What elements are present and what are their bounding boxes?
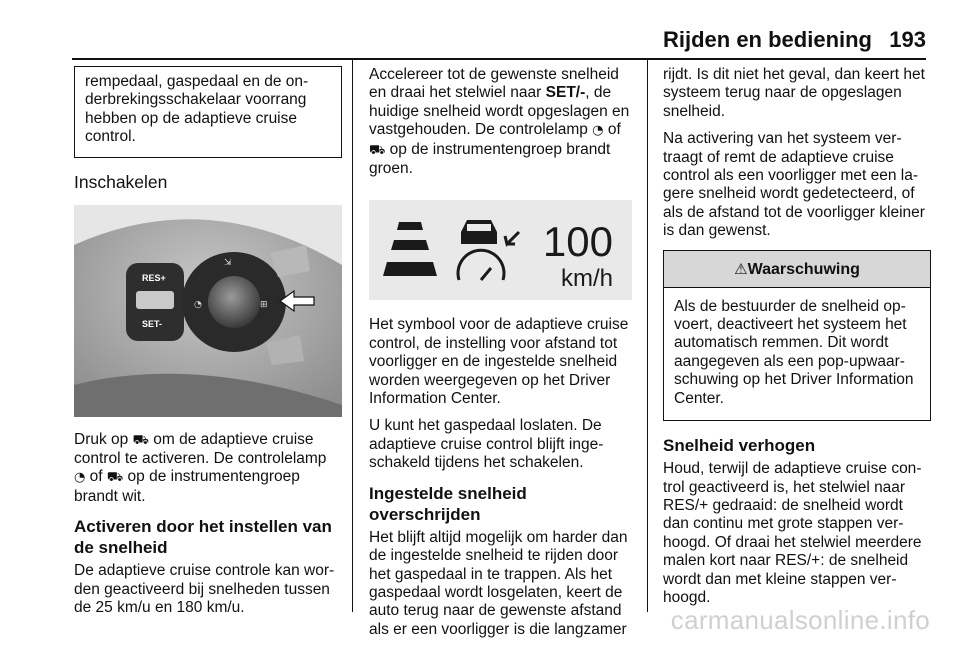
paragraph-verhogen: Houd, terwijl de adaptieve cruise control geactiveerd is, het stelwiel naar RES/+ gedraaid: de snelheid wordt dan continu met grote stappen verhoogd. Of draai het stelwiel meerdere malen kort naar RES/+: de snelheid wordt dan met kleine stappen verhoogd.: [663, 460, 922, 606]
adaptive-cruise-icon: ⛟: [132, 432, 149, 448]
page-header-title: Rijden en bediening: [662, 27, 872, 52]
text-fragment: of: [85, 468, 107, 486]
svg-text:⊞: ⊞: [260, 299, 268, 310]
heading-verhogen: Snelheid verhogen: [663, 436, 816, 456]
column-divider-2: [647, 60, 648, 612]
text-fragment: Accelereer tot de gewenste snelheid en draai het stelwiel naar: [369, 66, 619, 102]
intro-box-text: rempedaal, gaspedaal en de onderbrekingsschakelaar voorrang hebben op de adaptieve cruise control.: [85, 73, 309, 146]
paragraph-accelereer: [369, 66, 637, 178]
driver-info-display: [369, 200, 632, 300]
steering-wheel-controls-photo: [74, 205, 342, 417]
res-label: RES+: [142, 272, 166, 283]
cruise-control-icon: ◔: [74, 470, 86, 486]
text-fragment: , de huidige snelheid wordt opgeslagen en vastgehouden. De controlelamp: [369, 84, 630, 139]
paragraph-activering: Na activering van het systeem vertraagt of remt de adaptieve cruise control als een voorligger met een lagere snelheid wordt gedetecteerd, of als de afstand tot de voorligger kleiner is dan gewenst.: [663, 130, 925, 240]
paragraph-druk-op: [74, 431, 342, 507]
column-divider-1: [352, 60, 353, 612]
text-fragment: op de instrumentengroep brandt groen.: [369, 140, 611, 178]
warning-triangle-icon: ⚠: [734, 259, 748, 278]
paragraph-overschrijden: Het blijft altijd mogelijk om harder dan de ingestelde snelheid te rijden door het gaspedaal in te trappen. Als het gaspedaal wordt losgelaten, keert de auto terug naar de gewenste afstand als er een voorligger is die langzamer: [369, 528, 628, 638]
set-label: SET-: [142, 318, 163, 329]
heading-activeren: Activeren door het instellen van de snelheid: [74, 517, 332, 558]
set-label-bold: SET/-: [545, 84, 586, 102]
heading-overschrijden: Ingestelde snelheid overschrijden: [369, 483, 527, 524]
paragraph-rijdt: rijdt. Is dit niet het geval, dan keert het systeem terug naar de opgeslagen snelheid.: [663, 66, 925, 120]
set-speed-value: 100: [542, 218, 613, 266]
speed-unit: km/h: [560, 265, 613, 293]
adaptive-cruise-icon: ⛟: [106, 470, 124, 486]
watermark: carmanualsonline.info: [670, 605, 930, 635]
column-1: [74, 66, 342, 626]
paragraph-symbool: Het symbool voor de adaptieve cruise control, de instelling voor afstand tot voorligger en de ingestelde snelheid worden weergegeven op het Driver Information Center.: [369, 316, 629, 408]
page-number: 193: [889, 27, 926, 52]
heading-inschakelen: Inschakelen: [74, 171, 168, 192]
text-fragment: op de instrumentengroep brandt wit.: [74, 468, 300, 505]
paragraph-activeren: De adaptieve cruise controle kan worden geactiveerd bij snelheden tussen de 25 km/u en 180 km/u.: [74, 562, 335, 617]
text-fragment: of: [603, 121, 621, 139]
paragraph-gaspedaal: U kunt het gaspedaal loslaten. De adaptieve cruise control blijft ingeschakeld tijdens het schakelen.: [369, 417, 604, 472]
cruise-control-icon: ◔: [592, 123, 604, 139]
warning-header: [664, 251, 930, 288]
warning-body: Als de bestuurder de snelheid opvoert, deactiveert het systeem het automatisch remmen. Dit wordt aangegeven als een pop-upwaarschuwing op het Driver Information Center.: [674, 297, 914, 407]
column-3: [663, 66, 931, 616]
text-fragment: om de adaptieve cruise control te activeren. De controlelamp: [74, 430, 327, 468]
warning-box: [663, 250, 931, 421]
adaptive-cruise-icon: ⛟: [369, 142, 386, 158]
text-fragment: Druk op: [74, 430, 133, 448]
column-2: [369, 66, 637, 648]
svg-text:◔: ◔: [194, 299, 202, 310]
intro-box: [74, 66, 342, 158]
warning-title: Waarschuwing: [747, 260, 860, 278]
svg-text:⇲: ⇲: [224, 257, 232, 268]
header-rule: [72, 58, 926, 60]
